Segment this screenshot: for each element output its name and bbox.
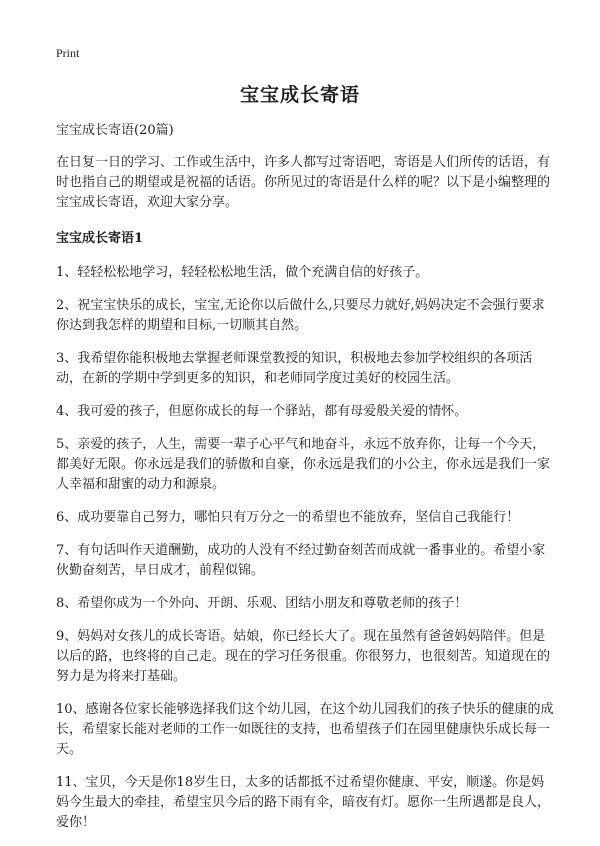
intro-paragraph: 在日复一日的学习、工作或生活中，许多人都写过寄语吧，寄语是人们所传的话语，有时也指自己的期望或是祝福的话语。你所见过的寄语是什么样的呢？以下是小编整理的宝宝成长寄语，欢迎大家分享。 — [56, 155, 551, 210]
list-item: 5、亲爱的孩子，人生，需要一辈子心平气和地奋斗，永远不放弃你，让每一个今天，都美好无限。你永远是我们的骄傲和自豪，你永远是我们的小公主，你永远是我们一家人幸福和甜蜜的动力和源泉。 — [56, 437, 551, 492]
list-item: 7、有句话叫作天道酬勤，成功的人没有不经过勤奋刻苦而成就一番事业的。希望小家伙勤奋刻苦，早日成才，前程似锦。 — [56, 543, 546, 578]
list-item: 10、感谢各位家长能够选择我们这个幼儿园，在这个幼儿园我们的孩子快乐的健康的成长，希望家长能对老师的工作一如既往的支持，也希望孩子们在园里健康快乐成长每一天。 — [56, 702, 554, 757]
list-item: 9、妈妈对女孩儿的成长寄语。姑娘，你已经长大了。现在虽然有爸爸妈妈陪伴。但是以后的路，也终将的自己走。现在的学习任务很重。你很努力，也很刻苦。知道现在的努力是为将来打基础。 — [56, 629, 551, 684]
list-item: 4、我可爱的孩子，但愿你成长的每一个驿站，都有母爱般关爱的情怀。 — [56, 404, 468, 419]
page-title: 宝宝成长寄语 — [239, 84, 360, 106]
list-item: 1、轻轻松松地学习，轻轻松松地生活，做个充满自信的好孩子。 — [56, 265, 429, 280]
document-body — [56, 121, 554, 846]
list-item: 2、祝宝宝快乐的成长，宝宝,无论你以后做什么,只要尽力就好,妈妈决定不会强行要求你达到我怎样的期望和目标,一切顺其自然。 — [56, 298, 545, 333]
list-item: 6、成功要靠自己努力，哪怕只有万分之一的希望也不能放弃，坚信自己我能行！ — [56, 510, 520, 525]
print-link[interactable]: Print — [56, 46, 80, 60]
document-subtitle: 宝宝成长寄语(20篇) — [56, 123, 174, 138]
list-item: 11、宝贝，今天是你18岁生日，太多的话都抵不过希望你健康、平安，顺遂。你是妈妈今生最大的牵挂，希望宝贝今后的路下雨有伞，暗夜有灯。愿你一生所遇都是良人，爱你！ — [56, 775, 551, 830]
list-item: 8、希望你成为一个外向、开朗、乐观、团结小朋友和尊敬老师的孩子！ — [56, 596, 468, 611]
section-heading: 宝宝成长寄语1 — [56, 231, 144, 246]
list-item: 3、我希望你能积极地去掌握老师课堂教授的知识，积极地去参加学校组织的各项活动，在新的学期中学到更多的知识，和老师同学度过美好的校园生活。 — [56, 351, 533, 386]
